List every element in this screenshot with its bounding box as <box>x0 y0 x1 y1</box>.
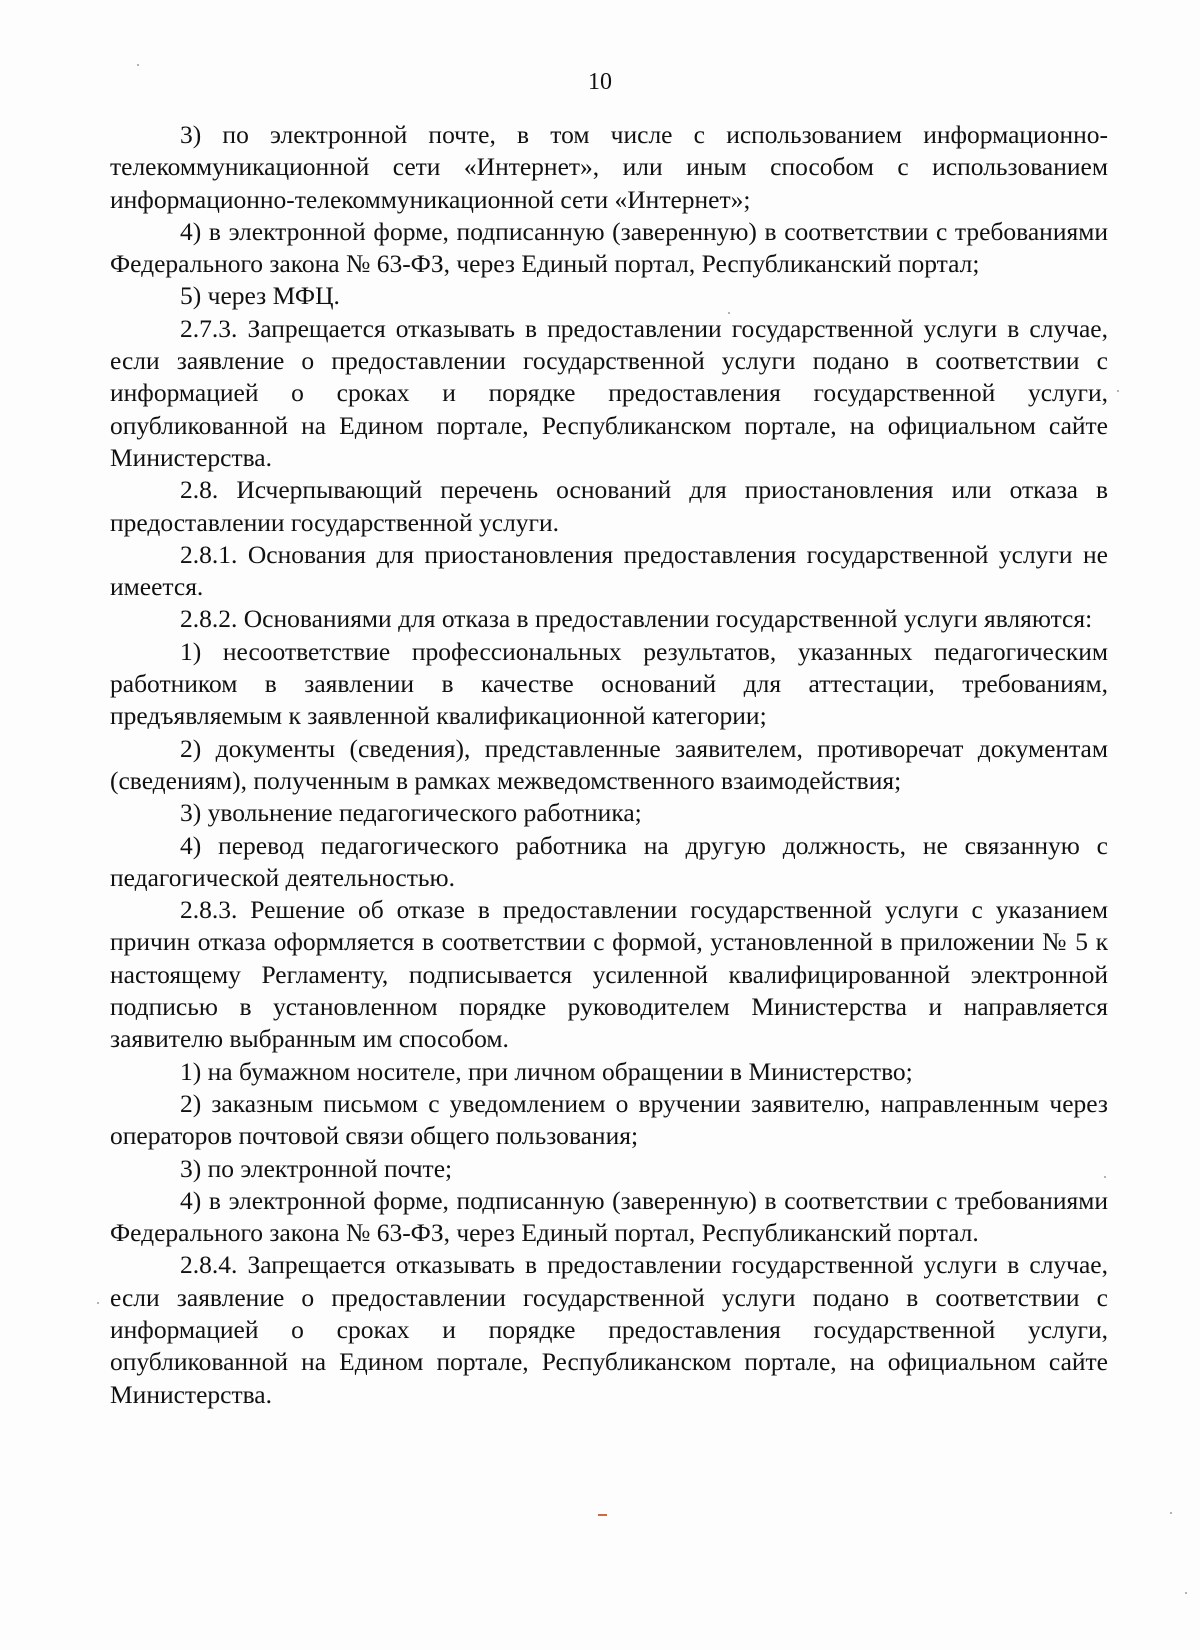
paragraph-2-8-1: 2.8.1. Основания для приостановления предоставления государственной услуги не имеется. <box>110 539 1108 602</box>
scan-speck <box>1117 390 1119 392</box>
paragraph-refusal-item-1: 1) несоответствие профессиональных результатов, указанных педагогическим работником в заявлении в качестве оснований для аттестации, требованиям, предъявляемым к заявленной квалификационной категории; <box>110 636 1108 731</box>
paragraph-2-8: 2.8. Исчерпывающий перечень оснований для приостановления или отказа в предоставлении государственной услуги. <box>110 475 1108 537</box>
page-number: 10 <box>588 69 612 95</box>
scan-speck <box>1170 1512 1172 1514</box>
scan-speck <box>1185 1592 1187 1594</box>
scan-speck <box>728 312 730 314</box>
scan-speck <box>97 1302 99 1304</box>
paragraph-2-8-4: 2.8.4. Запрещается отказывать в предоставлении государственной услуги в случае, если заявление о предоставлении государственной услуги подано в соответствии с информацией о сроках и порядке предоставления государственной услуги, опубликованной на Едином портале, Республиканском портале, на официальном сайте Министерства. <box>110 1250 1108 1409</box>
paragraph-2-8-3: 2.8.3. Решение об отказе в предоставлении государственной услуги с указанием причин отказа оформляется в соответствии с формой, установленной в приложении № 5 к настоящему Регламенту, подписывается усиленной квалифицированной электронной подписью в установленном порядке руководителем Министерства и направляется заявителю выбранным им способом. <box>110 895 1108 1054</box>
paragraph-refusal-item-2: 2) документы (сведения), представленные заявителем, противоречат документам (сведениям), полученным в рамках межведомственного взаимодействия; <box>110 733 1108 795</box>
paragraph-refusal-item-4: 4) перевод педагогического работника на другую должность, не связанную с педагогической деятельностью. <box>110 830 1108 892</box>
paragraph-item-3-email: 3) по электронной почте, в том числе с использованием информационно-телекоммуникационной сети «Интернет», или иным способом с использованием информационно-телекоммуникационной сети «Интернет»; <box>110 120 1108 214</box>
scan-speck <box>137 64 139 66</box>
scan-dash-mark <box>598 1514 607 1516</box>
paragraph-delivery-item-3: 3) по электронной почте; <box>180 1153 453 1183</box>
paragraph-delivery-item-1: 1) на бумажном носителе, при личном обращении в Министерство; <box>180 1056 913 1086</box>
paragraph-item-4-electronic-form: 4) в электронной форме, подписанную (заверенную) в соответствии с требованиями Федерального закона № 63-ФЗ, через Единый портал, Республиканский портал; <box>110 216 1108 279</box>
paragraph-refusal-item-3: 3) увольнение педагогического работника; <box>180 798 642 828</box>
paragraph-item-5-mfc: 5) через МФЦ. <box>180 281 340 311</box>
paragraph-2-8-2: 2.8.2. Основаниями для отказа в предоставлении государственной услуги являются: <box>180 604 1093 634</box>
scan-speck <box>1104 1176 1106 1178</box>
paragraph-2-7-3: 2.7.3. Запрещается отказывать в предоставлении государственной услуги в случае, если заявление о предоставлении государственной услуги подано в соответствии с информацией о сроках и порядке предоставления государственной услуги, опубликованной на Едином портале, Республиканском портале, на официальном сайте Министерства. <box>110 313 1108 472</box>
document-body <box>110 119 1108 1411</box>
paragraph-delivery-item-4: 4) в электронной форме, подписанную (заверенную) в соответствии с требованиями Федерального закона № 63-ФЗ, через Единый портал, Республиканский портал. <box>110 1185 1108 1248</box>
paragraph-delivery-item-2: 2) заказным письмом с уведомлением о вручении заявителю, направленным через операторов почтовой связи общего пользования; <box>110 1088 1108 1151</box>
